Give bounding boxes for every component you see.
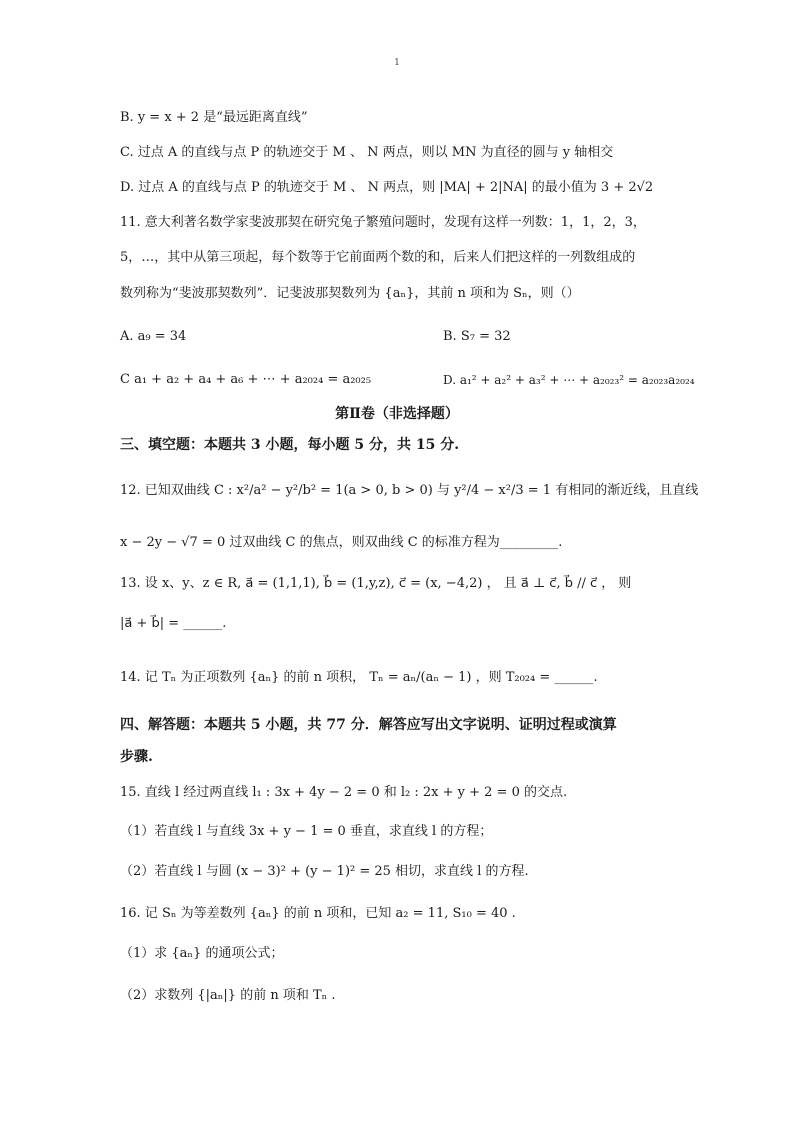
section3-header: 三、填空题：本题共 3 小题，每小题 5 分，共 15 分. bbox=[120, 437, 460, 453]
q11-option-a: A. a₉ = 34 bbox=[120, 329, 187, 344]
q15-stem: 15. 直线 l 经过两直线 l₁ : 3x + 4y − 2 = 0 和 l₂ : 2x + y + 2 = 0 的交点. bbox=[120, 785, 568, 800]
q12-line1: 12. 已知双曲线 C : x²/a² − y²/b² = 1(a > 0, b > 0) 与 y²/4 − x²/3 = 1 有相同的渐近线，且直线 bbox=[120, 483, 699, 498]
q15-part1: （1）若直线 l 与直线 3x + y − 1 = 0 垂直，求直线 l 的方程； bbox=[120, 824, 493, 839]
q14: 14. 记 Tₙ 为正项数列 {aₙ} 的前 n 项积， Tₙ = aₙ/(aₙ − 1) ，则 T₂₀₂₄ = ______. bbox=[120, 670, 598, 685]
q11-stem-line1: 11. 意大利著名数学家斐波那契在研究兔子繁殖问题时，发现有这样一列数：1，1，2，3， bbox=[120, 215, 646, 230]
q10-option-d: D. 过点 A 的直线与点 P 的轨迹交于 M 、 N 两点，则 |MA| + 2|NA| 的最小值为 3 + 2√2 bbox=[120, 180, 654, 195]
q12-line2: x − 2y − √7 = 0 过双曲线 C 的焦点，则双曲线 C 的标准方程为_________. bbox=[120, 535, 563, 550]
q11-option-c: C a₁ + a₂ + a₄ + a₆ + ⋯ + a₂₀₂₄ = a₂₀₂₅ bbox=[120, 372, 372, 387]
q10-option-b: B. y = x + 2 是“最远距离直线” bbox=[120, 110, 308, 125]
q16-part2: （2）求数列 {|aₙ|} 的前 n 项和 Tₙ . bbox=[120, 988, 336, 1003]
q11-stem-line3: 数列称为“斐波那契数列”．记斐波那契数列为 {aₙ}，其前 n 项和为 Sₙ，则（） bbox=[120, 286, 580, 301]
q13-line2: |a⃗ + b⃗| = ______. bbox=[120, 616, 227, 631]
q11-option-d: D. a₁² + a₂² + a₃² + ⋯ + a₂₀₂₃² = a₂₀₂₃a₂₀₂₄ bbox=[443, 373, 695, 387]
page-number: 1 bbox=[394, 58, 400, 68]
q10-option-c: C. 过点 A 的直线与点 P 的轨迹交于 M 、 N 两点，则以 MN 为直径的圆与 y 轴相交 bbox=[120, 145, 614, 160]
q15-part2: （2）若直线 l 与圆 (x − 3)² + (y − 1)² = 25 相切，求直线 l 的方程. bbox=[120, 864, 529, 879]
q11-option-b: B. S₇ = 32 bbox=[443, 329, 511, 344]
part2-title: 第Ⅱ卷（非选择题） bbox=[335, 406, 459, 422]
q11-stem-line2: 5，…，其中从第三项起，每个数等于它前面两个数的和，后来人们把这样的一列数组成的 bbox=[120, 250, 636, 265]
q16-part1: （1）求 {aₙ} 的通项公式； bbox=[120, 946, 284, 961]
section4-header-line1: 四、解答题：本题共 5 小题，共 77 分．解答应写出文字说明、证明过程或演算 bbox=[120, 717, 617, 733]
section4-header-line2: 步骤. bbox=[120, 749, 153, 765]
q16-stem: 16. 记 Sₙ 为等差数列 {aₙ} 的前 n 项和，已知 a₂ = 11, S₁₀ = 40 . bbox=[120, 906, 516, 921]
q13-line1: 13. 设 x、y、z ∈ R, a⃗ = (1,1,1), b⃗ = (1,y,z), c⃗ = (x, −4,2) ， 且 a⃗ ⊥ c⃗, b⃗ // c⃗ ， 则 bbox=[120, 576, 632, 591]
